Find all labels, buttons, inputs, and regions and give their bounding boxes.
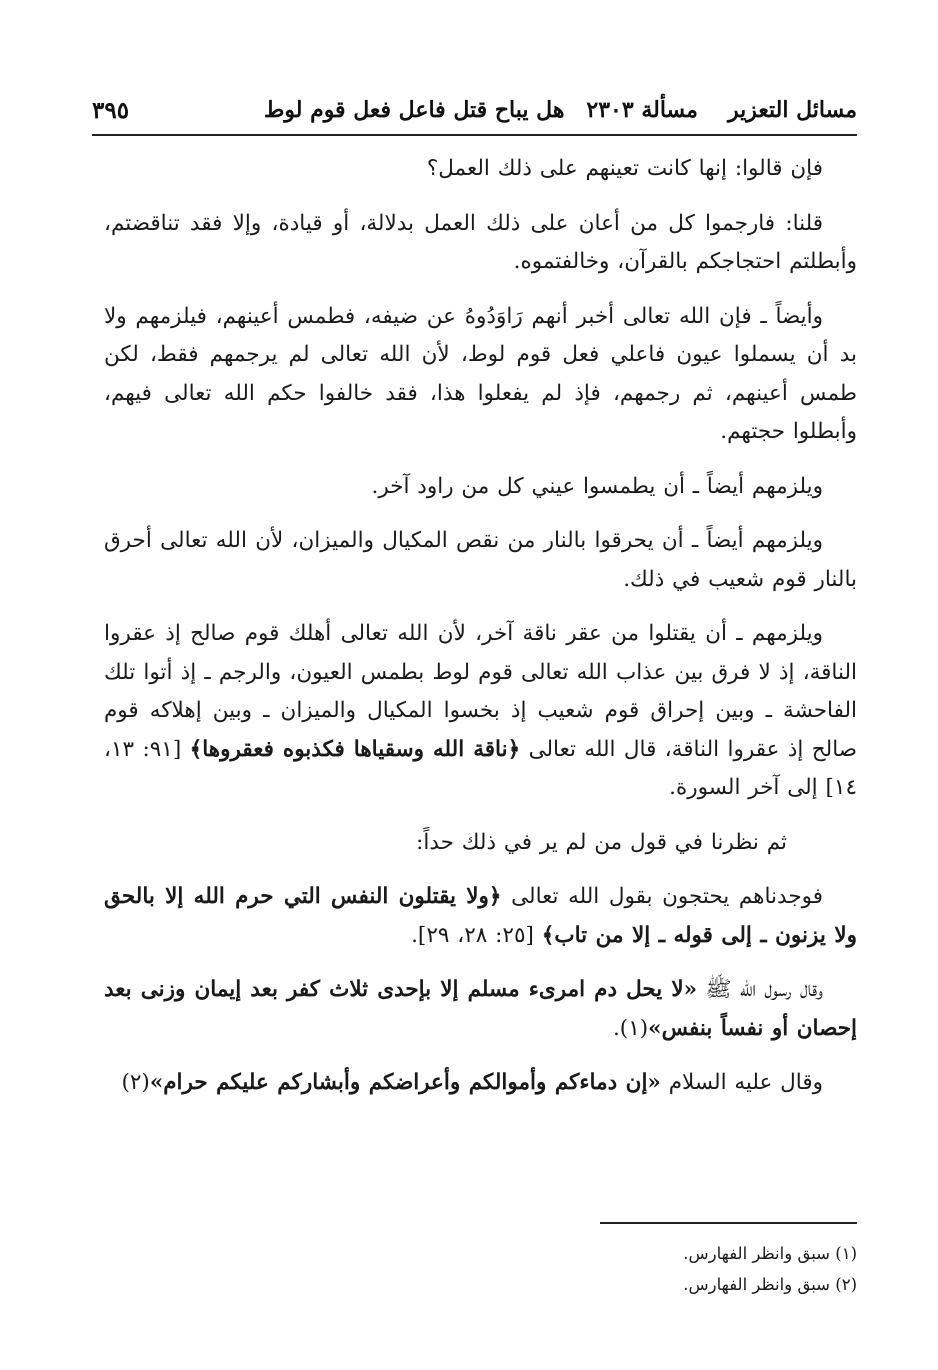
text-run: ويلزمهم ـ أن يقتلوا من عقر ناقة آخر، لأن الله تعالى أهلك قوم صالح إذ عقروا الناقة، إذ لا فرق بين عذاب الله تعالى قوم لوط بطمس العيون، والرجم ـ إذ أتوا تلك الفاحشة ـ وبين إحراق قوم شعيب إذ بخسوا المكيال والميزان ـ وبين إهلاكه قوم صالح إذ عقروا الناقة، قال الله تعالى [104, 621, 857, 762]
footnotes [104, 1238, 857, 1300]
text-run: وأيضاً ـ فإن الله تعالى أخبر أنهم رَاوَدُوهُ عن ضيفه، فطمس أعينهم، فيلزمهم ولا بد أن يسملوا عيون فاعلي فعل قوم لوط، لأن الله تعالى لم يرجمهم فقط، لكن طمس أعينهم، ثم رجمهم، فإذ لم يفعلوا هذا، فقد خالفوا حكم الله تعالى فيهم، وأبطلوا حجتهم. [104, 303, 857, 444]
issue-number: مسألة ٢٣٠٣ [586, 97, 698, 123]
paragraph [104, 468, 857, 507]
footnote: (١) سبق وانظر الفهارس. [683, 1244, 857, 1263]
text-run: وقال رسول الله ﷺ [697, 977, 823, 1002]
emphasized-text: ﴿ناقة الله وسقياها فكذبوه فعقروها﴾ [189, 736, 521, 762]
text-run: ويلزمهم أيضاً ـ أن يحرقوا بالنار من نقص المكيال والميزان، لأن الله تعالى أحرق بالنار قوم شعيب في ذلك. [104, 528, 857, 592]
text-run: [٢٥: ٢٨، ٢٩]. [411, 922, 542, 948]
header-rule [92, 134, 857, 136]
paragraph [104, 615, 857, 808]
text-run: وقال عليه السلام [660, 1070, 823, 1095]
book-title: مسائل التعزير [727, 97, 857, 123]
text-run: فوجدناهم يحتجون بقول الله تعالى [501, 884, 823, 909]
emphasized-text: «إن دماءكم وأموالكم وأعراضكم وأبشاركم عليكم حرام» [149, 1070, 661, 1095]
emphasized-text: ﴿ولا يقتلون النفس التي حرم الله إلا بالحق ولا يزنون ـ إلى قوله ـ إلا من تاب﴾ [104, 884, 857, 948]
text-run: ثم نظرنا في قول من لم ير في ذلك حداً: [416, 829, 787, 855]
paragraph [104, 298, 857, 452]
text-run: قلنا: فارجموا كل من أعان على ذلك العمل بدلالة، أو قيادة، وإلا فقد تناقضتم، وأبطلتم احتجاجكم بالقرآن، وخالفتموه. [104, 210, 857, 274]
paragraph [104, 878, 857, 955]
footnote: (٢) سبق وانظر الفهارس. [683, 1275, 857, 1294]
paragraph [104, 824, 857, 863]
text-run: (٢) [121, 1070, 150, 1095]
issue-topic: هل يباح قتل فاعل فعل قوم لوط [264, 97, 565, 123]
paragraph [104, 971, 857, 1048]
page-number: ٣٩٥ [92, 96, 130, 124]
paragraph [104, 1064, 857, 1103]
text-run: (١). [612, 1015, 649, 1041]
main-text [104, 150, 857, 1119]
text-run: فإن قالوا: إنها كانت تعينهم على ذلك العمل؟ [426, 156, 823, 181]
paragraph [104, 522, 857, 599]
emphasized-text: «لا يحل دم امرىء مسلم إلا بإحدى ثلاث كفر بعد إيمان وزنى بعد إحصان أو نفساً بنفس» [104, 977, 857, 1041]
running-header [92, 92, 857, 128]
footnote-rule [600, 1222, 857, 1224]
text-run: ويلزمهم أيضاً ـ أن يطمسوا عيني كل من راود آخر. [371, 473, 823, 499]
paragraph [104, 205, 857, 282]
text-run: [٩١: ١٣، ١٤] إلى آخر السورة. [104, 736, 857, 800]
paragraph [104, 150, 857, 189]
